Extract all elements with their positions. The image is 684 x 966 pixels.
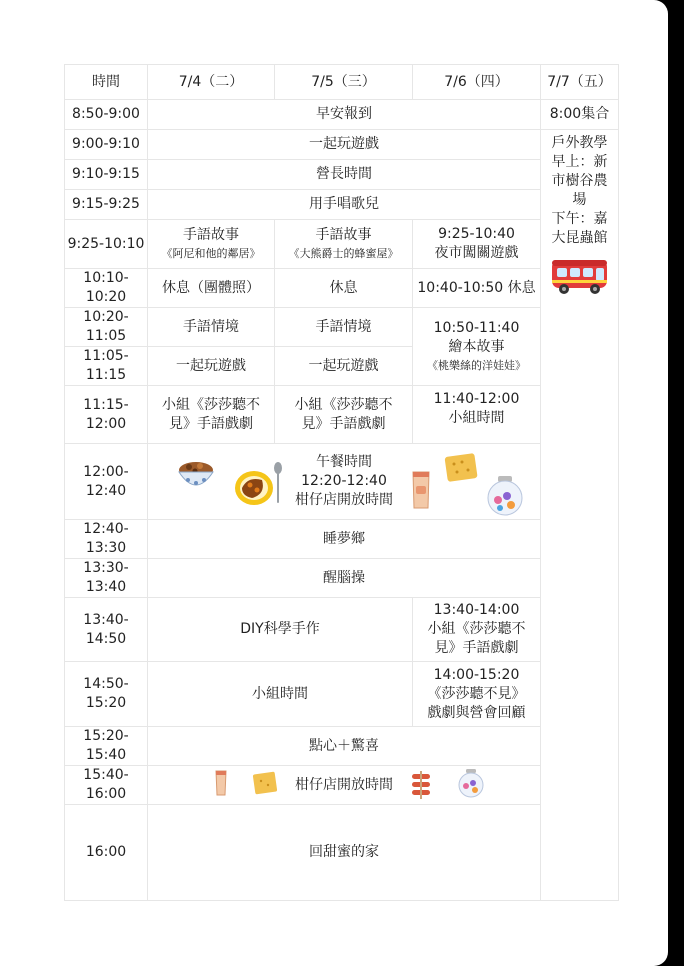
bus-icon xyxy=(550,256,610,296)
activity-cell: 營長時間 xyxy=(148,160,541,190)
time-cell: 9:10-9:15 xyxy=(65,160,148,190)
time-cell: 13:30-13:40 xyxy=(65,559,148,598)
time-cell: 8:50-9:00 xyxy=(65,100,148,130)
table-row xyxy=(65,766,619,805)
time-cell: 13:40-14:50 xyxy=(65,598,148,662)
activity-cell: 早安報到 xyxy=(148,100,541,130)
activity-cell: 手語情境 xyxy=(275,308,413,347)
activity-line: 夜市闖關遊戲 xyxy=(434,245,519,261)
table-row xyxy=(65,520,619,559)
activity-line: 小組《莎莎聽不 xyxy=(427,621,526,637)
table-row xyxy=(65,444,619,520)
candy-jar-icon xyxy=(456,768,486,798)
activity-title: 手語故事 xyxy=(315,227,372,243)
header-day-wed: 7/5（三） xyxy=(275,65,413,100)
table-row xyxy=(65,662,619,727)
activity-cell: 一起玩遊戲 xyxy=(148,130,541,160)
table-row xyxy=(65,308,619,347)
table-row xyxy=(65,220,619,269)
activity-subtitle: 《阿尼和他的鄰居》 xyxy=(161,247,261,260)
friday-line: 場 xyxy=(572,192,587,208)
time-cell: 12:00-12:40 xyxy=(65,444,148,520)
activity-line: 小組時間 xyxy=(448,410,505,426)
activity-cell xyxy=(275,386,413,444)
activity-cell: 手語情境 xyxy=(148,308,275,347)
activity-line: 《莎莎聽不見》 xyxy=(427,685,526,702)
time-cell: 9:15-9:25 xyxy=(65,190,148,220)
friday-outing-cell xyxy=(541,130,619,901)
activity-line: 繪本故事 xyxy=(448,339,505,355)
friday-line: 市樹谷農 xyxy=(551,173,608,189)
activity-line: 午餐時間 xyxy=(316,454,372,470)
activity-cell xyxy=(413,662,541,727)
activity-cell: 10:40-10:50 休息 xyxy=(413,269,541,308)
lunch-text xyxy=(150,453,538,510)
time-cell: 11:15-12:00 xyxy=(65,386,148,444)
snack-cell xyxy=(148,766,541,805)
table-row xyxy=(65,727,619,766)
activity-line: 12:20-12:40 xyxy=(301,473,387,489)
activity-line: 14:00-15:20 xyxy=(433,666,520,683)
activity-cell: 醒腦操 xyxy=(148,559,541,598)
activity-line: 見》手語戲劇 xyxy=(169,415,253,432)
activity-cell-fri: 8:00集合 xyxy=(541,100,619,130)
activity-cell: 小組時間 xyxy=(148,662,413,727)
time-cell: 11:05-11:15 xyxy=(65,347,148,386)
time-cell: 10:20-11:05 xyxy=(65,308,148,347)
activity-line: 見》手語戲劇 xyxy=(301,415,386,432)
header-row xyxy=(65,65,619,100)
header-time: 時間 xyxy=(65,65,148,100)
activity-cell: 一起玩遊戲 xyxy=(148,347,275,386)
activity-cell: 用手唱歌兒 xyxy=(148,190,541,220)
time-cell: 15:40-16:00 xyxy=(65,766,148,805)
activity-cell: 休息（團體照） xyxy=(148,269,275,308)
table-row xyxy=(65,160,619,190)
friday-line: 下午：嘉 xyxy=(551,211,608,227)
sausage-icon xyxy=(410,771,432,799)
activity-line: 13:40-14:00 xyxy=(433,602,520,618)
activity-line: 10:50-11:40 xyxy=(433,320,520,336)
activity-cell xyxy=(413,598,541,662)
activity-cell xyxy=(413,386,541,444)
table-row xyxy=(65,130,619,160)
friday-line: 大昆蟲館 xyxy=(551,230,608,246)
activity-cell xyxy=(275,220,413,269)
header-day-tue: 7/4（二） xyxy=(148,65,275,100)
table-row xyxy=(65,269,619,308)
time-cell: 9:00-9:10 xyxy=(65,130,148,160)
activity-line: 見》手語戲劇 xyxy=(434,640,519,656)
activity-subtitle: 《桃樂絲的洋娃娃》 xyxy=(427,359,526,372)
activity-cell xyxy=(148,220,275,269)
activity-line: 11:40-12:00 xyxy=(433,391,520,407)
activity-subtitle: 《大熊爵士的蜂蜜屋》 xyxy=(288,247,399,260)
header-day-thu: 7/6（四） xyxy=(413,65,541,100)
activity-cell: 休息 xyxy=(275,269,413,308)
activity-cell xyxy=(413,220,541,269)
time-cell: 16:00 xyxy=(65,805,148,901)
snack-bag-icon xyxy=(214,770,228,796)
activity-text: 柑仔店開放時間 xyxy=(295,776,393,793)
time-cell: 14:50-15:20 xyxy=(65,662,148,727)
table-row xyxy=(65,190,619,220)
friday-line: 早上：新 xyxy=(551,154,608,170)
table-row xyxy=(65,598,619,662)
time-cell: 15:20-15:40 xyxy=(65,727,148,766)
activity-cell: DIY科學手作 xyxy=(148,598,413,662)
activity-line: 戲劇與營會回顧 xyxy=(427,704,526,721)
table-row xyxy=(65,386,619,444)
activity-cell xyxy=(148,386,275,444)
activity-cell: 回甜蜜的家 xyxy=(148,805,541,901)
header-day-fri: 7/7（五） xyxy=(541,65,619,100)
activity-line: 柑仔店開放時間 xyxy=(295,492,393,508)
cracker-icon xyxy=(252,771,278,795)
activity-cell xyxy=(413,308,541,386)
table-row xyxy=(65,100,619,130)
activity-line: 小組《莎莎聽不 xyxy=(294,396,393,413)
activity-cell: 睡夢鄉 xyxy=(148,520,541,559)
table-row xyxy=(65,559,619,598)
time-cell: 10:10-10:20 xyxy=(65,269,148,308)
lunch-cell xyxy=(148,444,541,520)
schedule-table xyxy=(64,64,619,901)
activity-line: 9:25-10:40 xyxy=(438,226,515,242)
activity-cell: 一起玩遊戲 xyxy=(275,347,413,386)
friday-line: 戶外教學 xyxy=(551,135,608,151)
activity-cell: 點心＋驚喜 xyxy=(148,727,541,766)
activity-title: 手語故事 xyxy=(183,227,239,243)
table-row xyxy=(65,805,619,901)
time-cell: 9:25-10:10 xyxy=(65,220,148,269)
activity-line: 小組《莎莎聽不 xyxy=(162,396,260,413)
time-cell: 12:40-13:30 xyxy=(65,520,148,559)
